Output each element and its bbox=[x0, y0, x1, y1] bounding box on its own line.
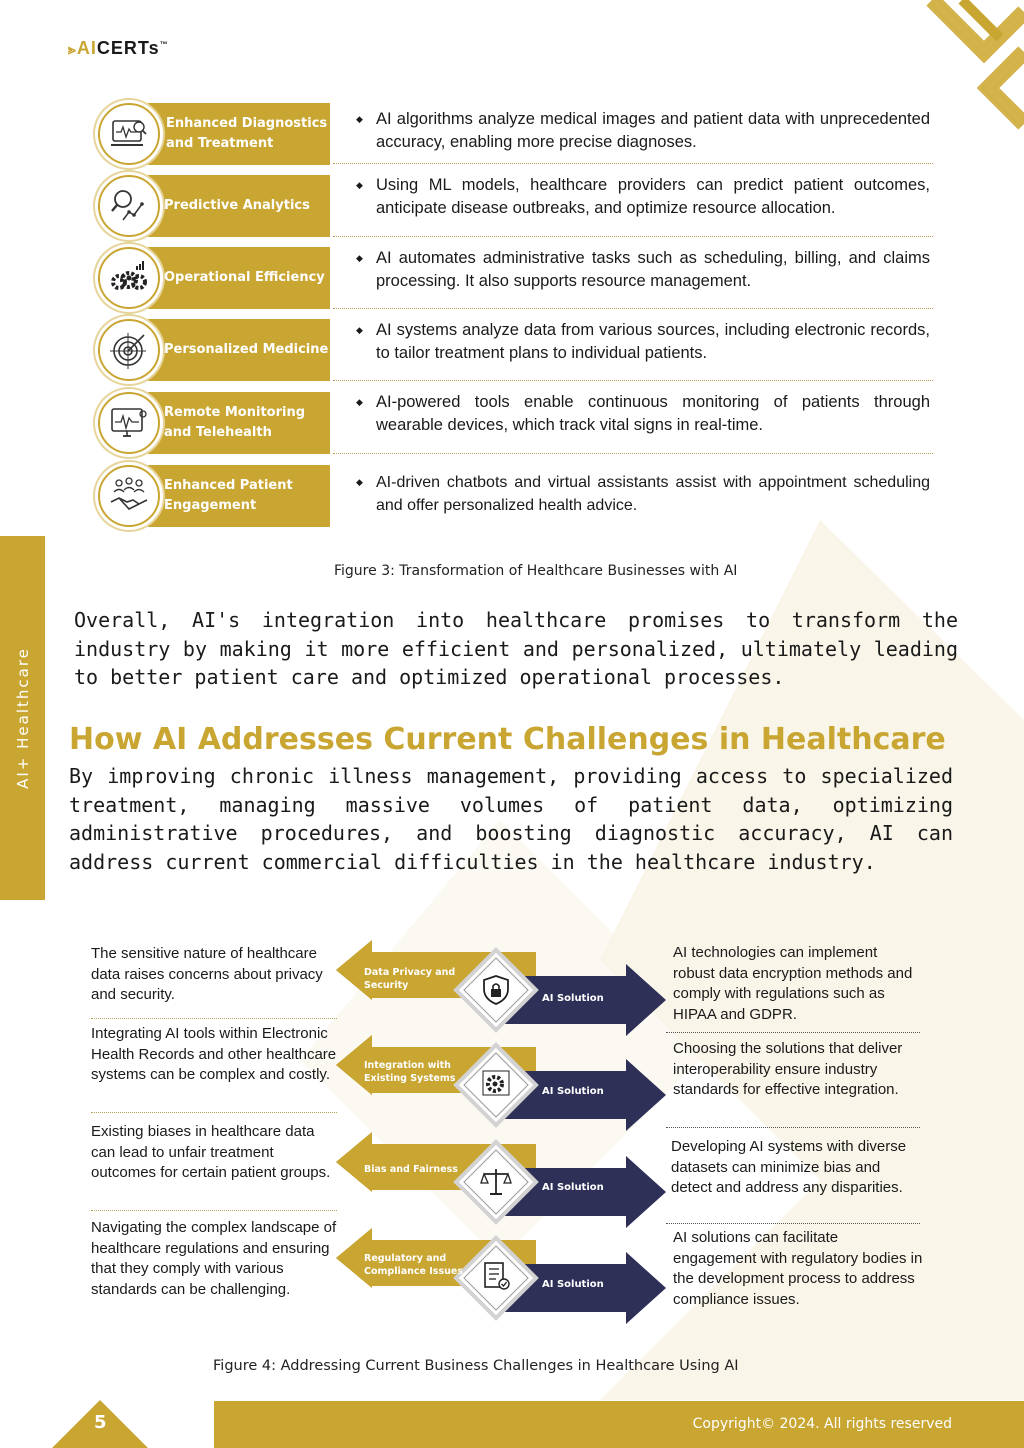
copyright-text: Copyright© 2024. All rights reserved bbox=[692, 1416, 952, 1432]
section-paragraph: By improving chronic illness management, providing access to specialized treatment, managing massive volumes of patient data, optimizing administrative procedures, and boosting diagnostic accuracy, AI can address current commercial difficulties in the healthcare industry. bbox=[69, 764, 953, 874]
gears-icon bbox=[109, 258, 149, 298]
target-icon bbox=[109, 330, 149, 370]
challenge-text: Integrating AI tools within Electronic Health Records and other healthcare systems can be complex and costly. bbox=[91, 1025, 337, 1084]
solution-text: AI technologies can implement robust data encryption methods and comply with regulations such as HIPAA and GDPR. bbox=[673, 944, 913, 1024]
challenge-text: Navigating the complex landscape of healthcare regulations and ensuring that they comply with various standards can be challenging. bbox=[91, 1219, 337, 1299]
challenge-label: Integration with Existing Systems bbox=[364, 1060, 456, 1084]
ai-solution-label: AI Solution bbox=[542, 1086, 604, 1097]
challenge-label: Bias and Fairness bbox=[364, 1164, 458, 1175]
ai-solution-label: AI Solution bbox=[542, 993, 604, 1004]
footer-bar bbox=[214, 1401, 1024, 1448]
remote-monitor-icon bbox=[109, 403, 149, 443]
challenge-label: Data Privacy and Security bbox=[364, 967, 456, 991]
logo-mark-icon: ⪢ bbox=[68, 41, 77, 57]
divider bbox=[91, 1112, 337, 1113]
divider bbox=[333, 453, 933, 454]
figure3-row-text: ◆ AI-powered tools enable continuous monitoring of patients through wearable devices, which track vital signs in real-time. bbox=[356, 391, 930, 437]
figure3-row-text: ◆ AI-driven chatbots and virtual assistants assist with appointment scheduling and offer personalized health advice. bbox=[356, 471, 930, 517]
challenge-label: Regulatory and Compliance Issues bbox=[364, 1253, 463, 1277]
solution-text: AI solutions can facilitate engagement with regulatory bodies in the development process to address compliance issues. bbox=[673, 1229, 923, 1309]
figure3-row-text: ◆ AI algorithms analyze medical images and patient data with unprecedented accuracy, enabling more precise diagnoses. bbox=[356, 108, 930, 154]
divider bbox=[666, 1032, 920, 1033]
handshake-icon bbox=[109, 476, 149, 516]
body-paragraph: Overall, AI's integration into healthcare promises to transform the industry by making it more efficient and personalized, ultimately leading to better patient care and optimized operational processes. bbox=[74, 608, 958, 689]
figure3-row-label: Predictive Analytics bbox=[148, 175, 330, 237]
solution-text: Developing AI systems with diverse datasets can minimize bias and detect and address any disparities. bbox=[671, 1138, 907, 1197]
logo-tm: ™ bbox=[159, 40, 169, 49]
figure-caption: Figure 3: Transformation of Healthcare Businesses with AI bbox=[334, 563, 738, 579]
section-heading: How AI Addresses Current Challenges in Healthcare bbox=[69, 722, 946, 757]
figure3-row-label: Operational Efficiency bbox=[148, 247, 330, 309]
ai-solution-label: AI Solution bbox=[542, 1182, 604, 1193]
divider bbox=[666, 1127, 920, 1128]
challenge-text: The sensitive nature of healthcare data raises concerns about privacy and security. bbox=[91, 945, 323, 1004]
analytics-magnifier-icon bbox=[109, 186, 149, 226]
divider bbox=[666, 1223, 920, 1224]
monitor-ecg-icon bbox=[109, 114, 149, 154]
logo-suffix: CERTs bbox=[96, 38, 160, 58]
page-number: 5 bbox=[94, 1412, 107, 1433]
ai-solution-label: AI Solution bbox=[542, 1279, 604, 1290]
divider bbox=[333, 163, 933, 164]
figure3-row-text: ◆ AI automates administrative tasks such as scheduling, billing, and claims processing. It also supports resource management. bbox=[356, 247, 930, 293]
divider bbox=[91, 1018, 337, 1019]
figure-caption: Figure 4: Addressing Current Business Challenges in Healthcare Using AI bbox=[213, 1358, 739, 1374]
divider bbox=[333, 380, 933, 381]
divider bbox=[333, 308, 933, 309]
figure3-row-text: ◆ AI systems analyze data from various sources, including electronic records, to tailor treatment plans to individual patients. bbox=[356, 319, 930, 365]
company-logo bbox=[68, 38, 169, 59]
sidebar-label: AI+ Healthcare bbox=[13, 647, 32, 789]
figure3-row-label: Enhanced Patient Engagement bbox=[148, 465, 330, 527]
figure3-row-label: Remote Monitoring and Telehealth bbox=[148, 392, 330, 454]
challenge-text: Existing biases in healthcare data can lead to unfair treatment outcomes for certain patient groups. bbox=[91, 1123, 331, 1182]
sidebar-tab bbox=[0, 536, 45, 900]
figure3-row-label: Enhanced Diagnostics and Treatment bbox=[148, 103, 330, 165]
figure3-row-text: ◆ Using ML models, healthcare providers can predict patient outcomes, anticipate disease outbreaks, and optimize resource allocation. bbox=[356, 174, 930, 220]
divider bbox=[333, 236, 933, 237]
figure3-row-label: Personalized Medicine bbox=[148, 319, 330, 381]
logo-prefix: AI bbox=[76, 38, 97, 58]
solution-text: Choosing the solutions that deliver interoperability ensure industry standards for effective integration. bbox=[673, 1040, 903, 1099]
divider bbox=[91, 1210, 337, 1211]
